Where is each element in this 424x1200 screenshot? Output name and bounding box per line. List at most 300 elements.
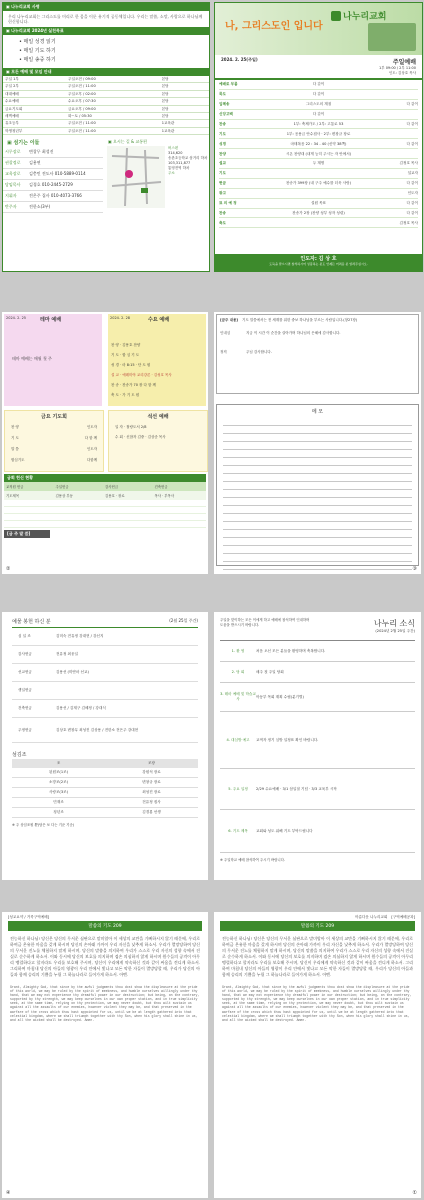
order-row bbox=[219, 169, 418, 179]
page-4-right bbox=[214, 912, 421, 1198]
order-item: 기도 bbox=[219, 131, 226, 136]
order-row bbox=[219, 199, 418, 209]
cell: 교직원 헌금 bbox=[6, 485, 24, 489]
church-logo bbox=[331, 9, 386, 22]
memo-line bbox=[223, 426, 412, 434]
map-area bbox=[107, 146, 209, 208]
order-item: 신앙고백 bbox=[219, 111, 233, 116]
memo-title: 메 모 bbox=[311, 409, 324, 415]
goal-header: ▣ 나누리교회 2024년 실천목표 bbox=[3, 27, 209, 35]
news-item bbox=[220, 683, 415, 712]
cell: 주일오전 / 11:00 bbox=[66, 120, 160, 127]
offering-type: 건축헌금 bbox=[18, 706, 32, 710]
cell: 대대예배 bbox=[3, 90, 66, 97]
news-text: 매주 첫 주일 당회 bbox=[256, 669, 284, 674]
cover-meta bbox=[215, 55, 422, 78]
order-row bbox=[219, 120, 418, 130]
staff-role: 지휘자 bbox=[5, 193, 17, 199]
order-person: 다 같이 bbox=[406, 141, 418, 146]
order-row: 수 회 · 신참자 김중 · 김상준 목사 bbox=[115, 435, 166, 439]
address-label: 주소 bbox=[168, 171, 175, 176]
order-value: 예레미야 교리강론 bbox=[122, 373, 151, 377]
offering-type: 십 일 조 bbox=[18, 634, 31, 638]
staff-row bbox=[3, 147, 103, 158]
order-value: 김성호 목사 bbox=[153, 373, 172, 377]
wednesday-worship-box bbox=[108, 314, 206, 406]
memo-line bbox=[223, 506, 412, 514]
order-person: 다 같이 bbox=[406, 200, 418, 205]
theme-worship-note: 테마 예배는 매월 첫 주 bbox=[12, 356, 52, 361]
order-item: 광고 bbox=[219, 191, 226, 196]
slogan: 나, 그리스도인 입니다 bbox=[225, 21, 323, 32]
bus-line: 314,620 bbox=[168, 151, 183, 156]
order-item: 말 씀 bbox=[11, 447, 19, 451]
order-row: 기 도 · 합 심 기 도 bbox=[111, 353, 140, 357]
staff-row bbox=[3, 169, 103, 180]
staff-name: 김경호 010-2445-2729 bbox=[29, 182, 73, 188]
offering-names: 김용선 / 김재구 김혜정 / 강대식 bbox=[56, 706, 106, 710]
order-row: 설 교 · 예레미야 교리강론 · 김성호 목사 bbox=[111, 373, 172, 377]
guide-row bbox=[220, 331, 415, 336]
staff-name: 전은주 집사 010-4073-3766 bbox=[29, 193, 82, 199]
page-3-right bbox=[214, 612, 421, 880]
order-row: 찬 송 · 찬송가 70 장 다 함 께 bbox=[111, 383, 156, 387]
order-item: 찬 양 bbox=[11, 425, 19, 429]
order-row bbox=[11, 422, 97, 433]
memo-line bbox=[223, 530, 412, 538]
prayer-english: Grant, Almighty God, that since by the awful judgments thou dost show the displeasure at the pride of this world, we may be ruled by the spirit of meekness, and humble ourselves willingly under thy hand, that we may not experience thy dreadful power in our destruction; but being, on the contrary, supported by thy strength, we may keep ourselves in our own proper station, and in true simplicity seek, at the same time, relying on thy protection, we may never doubt, but thou wilt sustain us against all the assaults of our enemies, however violent they may be, and that preserved in the warfare of the cross which thou hast appointed for us, until we be at length gathered into that celestial kingdom, where we shall triumph together with thy Son, when his glory shall shine in us, and all the wicked shall be destroyed. Amen. bbox=[222, 985, 412, 1022]
order-person bbox=[388, 132, 418, 136]
cell: 기도제목 bbox=[6, 494, 20, 498]
order-value: 마 8:15 · 단 도 원 bbox=[122, 363, 151, 367]
staff-name: 전한소(3부) bbox=[29, 204, 51, 210]
table-row bbox=[3, 113, 209, 120]
offering-blank bbox=[4, 500, 206, 530]
staff-row bbox=[3, 202, 103, 213]
news-text: 아동부 목회 계획 수립(분기별) bbox=[256, 694, 304, 699]
page-2-left bbox=[2, 312, 208, 574]
cell: 새벽예배 bbox=[3, 113, 66, 120]
offering-item bbox=[12, 682, 198, 700]
cell: 김용상 부동 bbox=[55, 494, 73, 498]
offering-names: 김상호 변창무 최성진 김상용 / 전한소 전은주 강대현 bbox=[56, 727, 139, 732]
order-person: 김정호 목사 bbox=[399, 220, 418, 225]
order-person: 다 같이 bbox=[406, 121, 418, 126]
staff-row bbox=[3, 180, 103, 191]
order-value: 찬송가 70 장 다 함 께 bbox=[122, 383, 156, 387]
news-label: 2. 당 회 bbox=[231, 669, 245, 674]
staff-name: 김충민 전도사 010-5889-0114 bbox=[29, 171, 86, 177]
page-1-left bbox=[2, 2, 210, 272]
choir-col: 조 bbox=[56, 761, 61, 765]
news-title-row bbox=[214, 612, 421, 636]
bus-line: 통영전역 하차 bbox=[168, 166, 190, 171]
choir-team: 소망조(2조) bbox=[49, 780, 68, 784]
guide-box bbox=[216, 314, 419, 394]
bulletin-date: 2024. 2. 25(주일) bbox=[221, 57, 258, 62]
page-1-right bbox=[214, 2, 423, 272]
worship-schedule bbox=[3, 76, 209, 135]
offering-table-header: 금회 헌신 현황 bbox=[4, 474, 206, 482]
choir-team: 사랑조(3조) bbox=[49, 790, 68, 794]
guide-header: [금주 내용] bbox=[220, 318, 238, 322]
choir-leader: 김경룡 선생 bbox=[142, 810, 161, 814]
choir-col: 조장 bbox=[148, 761, 155, 765]
dawn-order bbox=[109, 420, 207, 444]
order-row: 축 도 · 가 기 도 원 bbox=[111, 393, 140, 397]
memo-line bbox=[223, 498, 412, 506]
choir-leader: 최성진 장로 bbox=[142, 790, 161, 794]
guide-label: 정직 bbox=[220, 350, 227, 354]
service-leader: 인도: 김상호 목사 bbox=[388, 71, 416, 75]
news-item bbox=[220, 712, 415, 769]
order-item: 예배로 부름 bbox=[219, 82, 238, 87]
memo-line bbox=[223, 418, 412, 426]
order-row bbox=[219, 90, 418, 100]
offering-item bbox=[12, 646, 198, 664]
order-row bbox=[219, 110, 418, 120]
cell: 주일오전 / 09:00 bbox=[66, 76, 160, 83]
wednesday-order bbox=[111, 340, 203, 400]
staff-name: 변창무 최성진 bbox=[29, 149, 54, 155]
order-detail bbox=[249, 171, 388, 175]
bus-line: 송촌초등학교 삼거리 하차 bbox=[168, 156, 208, 161]
prayer-title: 말씀의 기도 209 bbox=[220, 921, 415, 931]
cell: 본당 bbox=[160, 98, 209, 105]
order-person: 김정호 목사 bbox=[399, 161, 418, 166]
news-text: 교회와 성도 위해 기도 부탁드립니다 bbox=[256, 828, 313, 833]
order-row bbox=[219, 209, 418, 219]
theme-worship-box bbox=[4, 314, 102, 406]
order-item: 찬양 bbox=[219, 151, 226, 156]
memo-line bbox=[223, 522, 412, 530]
memo-line bbox=[223, 514, 412, 522]
memo-line bbox=[223, 434, 412, 442]
order-value: 찰랑도서 2/8 bbox=[126, 425, 147, 429]
choir-row bbox=[12, 798, 198, 808]
order-detail: 다 같이 bbox=[312, 111, 325, 116]
dawn-worship-box bbox=[108, 410, 208, 472]
order-value: 김상준 목사 bbox=[147, 435, 166, 439]
order-item: 기 도 bbox=[11, 436, 19, 440]
worship-header: ▣ 모든 예배 및 모임 안내 bbox=[3, 68, 209, 76]
page-number: ② bbox=[6, 566, 11, 572]
order-detail: 다 같이 bbox=[312, 92, 325, 97]
choir-note: ※ 주 상임조원 뿐(담은 보 다는 기준 기준) bbox=[12, 823, 75, 827]
vision-header: ▣ 나누리교회 사명 bbox=[3, 3, 209, 11]
friday-prayer-box bbox=[4, 410, 104, 472]
staff-row bbox=[3, 158, 103, 169]
cell: 주일오전 / 11:00 bbox=[66, 83, 160, 90]
offering-item bbox=[12, 700, 198, 718]
choir-row bbox=[12, 768, 198, 778]
cell: 주일 2부 bbox=[3, 83, 66, 90]
offering-type: 주정헌금 bbox=[18, 727, 32, 732]
news-date: (2024년 2월 25일 주간) bbox=[375, 629, 415, 633]
offering-item bbox=[12, 664, 198, 682]
order-person: 설교자 bbox=[407, 171, 418, 176]
prayer-title: 말씀의 기도 209 bbox=[8, 921, 202, 931]
order-row bbox=[11, 455, 97, 466]
guide-row bbox=[220, 350, 415, 355]
table-row bbox=[3, 120, 209, 127]
memo-lines bbox=[217, 418, 418, 570]
cell: 목사 · 부목사 bbox=[154, 494, 175, 498]
order-person bbox=[388, 92, 418, 96]
order-detail: 두 계명 bbox=[312, 161, 325, 166]
cell: 주일오후 / 02:00 bbox=[66, 90, 160, 97]
map-column bbox=[103, 138, 209, 213]
cell: 주일헌금 bbox=[55, 485, 69, 489]
map-diagram bbox=[107, 146, 165, 208]
guide-header-row bbox=[220, 318, 415, 323]
memo-line bbox=[223, 466, 412, 474]
table-row bbox=[3, 90, 209, 97]
offering-item bbox=[12, 628, 198, 646]
order-row bbox=[219, 100, 418, 110]
page-number: ① bbox=[412, 1190, 417, 1196]
order-value: 다함께 bbox=[86, 458, 97, 462]
table-row bbox=[3, 127, 209, 134]
prayer-head-b: [구역예배공과] bbox=[391, 915, 415, 919]
box-date: 2024. 2. 25 bbox=[6, 316, 27, 320]
news-title: 나누리 소식 bbox=[373, 619, 415, 628]
order-detail: 시온 찬양대 (내게 능히 주시는 자 안에서) bbox=[285, 151, 352, 156]
order-item: 찬 송 bbox=[111, 383, 119, 387]
order-row bbox=[219, 139, 418, 149]
map-header: ▣ 오시는 길 & 교통편 bbox=[108, 139, 148, 145]
news-footer: ※ 주일학교 예배 참석하여 주시기 바랍니다. bbox=[220, 858, 285, 862]
news-text: 처음 오신 모든 분들을 환영하며 축복합니다. bbox=[256, 648, 326, 653]
cell: 본당 bbox=[160, 105, 209, 112]
staff-role: 교육장로 bbox=[5, 171, 21, 177]
offering-date: (2월 25일 주간) bbox=[169, 618, 198, 623]
staff-row bbox=[3, 191, 103, 202]
bus-info bbox=[165, 146, 207, 208]
staff-role: 권찰정로 bbox=[5, 160, 21, 166]
goal-item: • 매일 성경 읽기 bbox=[19, 39, 56, 45]
order-detail: 다 같이 bbox=[312, 82, 325, 87]
prayer-head-a: 아름다운 나누리교회 bbox=[354, 915, 388, 919]
cell: 감사헌금 bbox=[105, 485, 119, 489]
memo-line bbox=[223, 474, 412, 482]
offering-names: 김용선 (미얀마 선교) bbox=[56, 670, 89, 674]
prayer-head bbox=[214, 912, 421, 921]
page-3-left bbox=[2, 612, 208, 880]
order-row bbox=[219, 189, 418, 199]
order-row bbox=[219, 179, 418, 189]
offering-row bbox=[4, 482, 206, 491]
staff-role: 시무장로 bbox=[5, 149, 21, 155]
cell: 1교육관 bbox=[160, 120, 209, 127]
staff-name: 김용연 bbox=[29, 160, 41, 166]
order-row: 일 자 · 찰랑도서 2/8 bbox=[115, 425, 147, 429]
logo-mark-icon bbox=[331, 11, 341, 21]
choir-table bbox=[12, 759, 198, 818]
offering-row bbox=[4, 491, 206, 500]
order-item: 일 자 bbox=[115, 425, 123, 429]
choir-row bbox=[12, 788, 198, 798]
order-of-service bbox=[215, 80, 422, 228]
cell: 주일오전 / 11:00 bbox=[66, 127, 160, 134]
order-value: 인도자 bbox=[86, 425, 97, 429]
offering-list bbox=[12, 627, 198, 743]
choir-leader: 변창규 장로 bbox=[142, 780, 161, 784]
service-times: 1부 09:00 / 2부 11:00 bbox=[378, 66, 416, 70]
bulletin-meta bbox=[379, 57, 416, 76]
news-heading bbox=[310, 618, 415, 634]
order-row bbox=[219, 149, 418, 159]
order-value: 김용호 찬양 bbox=[122, 343, 141, 347]
order-row bbox=[11, 433, 97, 444]
news-item bbox=[220, 769, 415, 810]
order-item: 찬송 bbox=[219, 121, 226, 126]
order-item: 합심기도 bbox=[11, 458, 25, 462]
box-title: 테마 예배 bbox=[40, 317, 62, 323]
order-person: 다 같이 bbox=[406, 210, 418, 215]
guide-text: 기도 말씀에서는 전 세계를 위한 중보 하나님을 부르는 사람입니다.(창27장) bbox=[241, 318, 358, 322]
order-item: 입례송 bbox=[219, 102, 230, 107]
page-4-left bbox=[2, 912, 208, 1198]
table-row bbox=[3, 83, 209, 90]
news-item bbox=[220, 810, 415, 853]
news-label: 6. 기도 제목 bbox=[228, 828, 248, 833]
order-item: 성경 bbox=[219, 141, 226, 146]
bus-line: 103,311,877 bbox=[168, 161, 191, 166]
cover-banner bbox=[215, 3, 422, 55]
goal-item: • 매일 송중 하기 bbox=[19, 57, 56, 63]
cell: 수요오후 / 07:30 bbox=[66, 98, 160, 105]
goal-item: • 매일 기도 하기 bbox=[19, 48, 56, 54]
memo-line bbox=[223, 450, 412, 458]
choir-row bbox=[12, 808, 198, 818]
offering-type: 선교헌금 bbox=[18, 670, 32, 674]
box-title: 수요 예배 bbox=[148, 317, 170, 323]
memo-line bbox=[223, 538, 412, 546]
news-label: 4. 대심방 예고 bbox=[226, 737, 250, 742]
vision-text: 우리 나누리교회는 그리스도를 머리로 한 몸을 이룬 유기적 공동체입니다. 우리는 말씀, 소망, 사랑으로 하나님께 헌신합니다. bbox=[8, 14, 203, 24]
order-row bbox=[11, 444, 97, 455]
news-label: 3. 테마 예배 및 학습교사 bbox=[220, 692, 256, 701]
bulletin-title: 주일예배 bbox=[392, 59, 416, 66]
order-detail: 마태복음 22 : 34 - 40 (신약 38쪽) bbox=[290, 141, 347, 146]
prayer-english: Grant, Almighty God, that since by the awful judgments thou dost show the displeasure at the pride of this world, we may be ruled by the spirit of meekness, and humble ourselves willingly under thy hand, that we may not experience thy dreadful power in our destruction; but being, on the contrary, supported by thy strength, we may keep ourselves in our own proper station, and in true simplicity seek, at the same time, relying on thy protection, we may never doubt, but thou wilt sustain us against all the assaults of our enemies, however violent they may be, and that preserved in the warfare of the cross which thou hast appointed for us, until we be at length gathered into that celestial kingdom, where we shall triumph together with thy Son, when his glory shall shine in us, and all the wicked shall be destroyed. Amen. bbox=[10, 985, 200, 1022]
memo-line bbox=[223, 482, 412, 490]
order-item: 축 도 bbox=[111, 393, 119, 397]
offering-names: 김미숙 전유정 강대현 / 강신지 bbox=[56, 634, 104, 638]
order-person bbox=[388, 152, 418, 156]
order-item: 헌금 bbox=[219, 181, 226, 186]
order-row: 찬 양 · 김용호 찬양 bbox=[111, 343, 141, 347]
cell: 화~토 / 05:30 bbox=[66, 113, 160, 120]
cell: 수요예배 bbox=[3, 98, 66, 105]
news-intro: 주일을 맞이하는 모든 이에게 하고 예배에 참석하여 인내하며 도움을 받으시기 바랍니다. bbox=[220, 618, 310, 627]
guide-label: 인내심 bbox=[220, 331, 231, 335]
order-detail: 그리스도의 계절 bbox=[305, 102, 332, 107]
news-item bbox=[220, 641, 415, 662]
order-person bbox=[388, 112, 418, 116]
choir-team: 민재조 bbox=[53, 800, 64, 804]
offering-type: 감사헌금 bbox=[18, 652, 32, 656]
box-title: 석선 예배 bbox=[147, 414, 169, 420]
choir-header: 섬김조 bbox=[12, 752, 27, 758]
news-list bbox=[220, 640, 415, 853]
staff-role: 반주자 bbox=[5, 204, 17, 210]
prayer-head-a: [성교요약 / 거룩구역예배] bbox=[8, 915, 50, 919]
memo-box bbox=[216, 404, 419, 566]
order-detail bbox=[249, 221, 388, 225]
page-2-right bbox=[214, 312, 421, 574]
order-item: 축도 bbox=[219, 220, 226, 225]
memo-line bbox=[223, 442, 412, 450]
news-item bbox=[220, 662, 415, 683]
cell: 학생청년부 bbox=[3, 127, 66, 134]
prayer-head bbox=[2, 912, 208, 921]
order-detail: 1부: 축제가도 / 2부: 고통로 53 bbox=[293, 121, 344, 126]
cell: 주일 1부 bbox=[3, 76, 66, 83]
cell: 건축헌금 bbox=[154, 485, 168, 489]
prayer-korean: 전능하신 하나님! 당신은 당신의 무서운 심판으로 말미암아 이 세상의 교만을 기뻐하시지 않기 때문에, 우리로 하여금 온유한 마음을 갖게 하시며 당신의 손아래 가까이 우리 자신을 낮추게 하소서. 우리가 멸망당하여 당신의 무서운 진노를 체험하지 말게 하시며, 당신의 말씀을 의지하여 우리가 스스로 우리 자신의 성향 속에서 진실로 순수하게 하소서. 이와 동시에 당신의 보호를 의지하며 겸손 의심하지 않게 하시며 원수들의 공격이 아무리 맹렬하다고 할지라도 우리를 보호해 주시며, 당신이 우리에게 약속하신 것과 같이 싸움을 견디게 하소서. 그리하여 마침내 당신의 아들의 영광이 우리 안에서 빛나고 모든 악한 자들이 멸망당할 때, 우리가 당신의 아들과 함께 승리의 기쁨을 누릴 그 하늘나라로 들어가게 하소서. 아멘. bbox=[222, 936, 413, 977]
cover-footer bbox=[215, 254, 422, 271]
order-item: 기도 bbox=[219, 171, 226, 176]
box-date: 2024. 2. 28 bbox=[110, 316, 131, 320]
weekly-header: [금 주 말 씀] bbox=[4, 530, 50, 538]
footer-sub: 도둑을 맡으시면 참석하시어 성봉하는 분도 언제든 어려운 분 알려주십시오. bbox=[269, 262, 368, 266]
staff-section bbox=[3, 138, 209, 213]
order-row bbox=[219, 80, 418, 90]
pastor-header: ▣ 섬기는 이들 bbox=[7, 140, 40, 147]
footer-sign: 인도자: 김 상 호 bbox=[300, 256, 337, 262]
order-value: 다 함 께 bbox=[84, 436, 97, 440]
order-item: 묵도 bbox=[219, 92, 226, 97]
order-detail: 찬송가 399장 (내 구주 예수를 더욱 사랑) bbox=[285, 181, 352, 186]
offering-type: 생일헌금 bbox=[18, 688, 32, 692]
order-detail: 설원 목표 bbox=[310, 200, 327, 205]
table-row bbox=[3, 76, 209, 83]
offering-title-row bbox=[2, 612, 208, 627]
cell: 본당 bbox=[160, 83, 209, 90]
staff-column bbox=[3, 138, 103, 213]
choir-leader: 강원석 장로 bbox=[142, 770, 161, 774]
offering-table bbox=[4, 474, 206, 562]
order-item: 설 교 bbox=[111, 373, 119, 377]
order-person: 인도자 bbox=[407, 191, 418, 196]
order-value: 가 기 도 원 bbox=[122, 393, 140, 397]
order-value: 인도자 bbox=[86, 447, 97, 451]
order-person: 다 같이 bbox=[406, 102, 418, 107]
table-row bbox=[3, 105, 209, 112]
choir-head-row bbox=[12, 759, 198, 768]
news-label: 1. 환 영 bbox=[231, 648, 245, 653]
prayer-korean: 전능하신 하나님! 당신은 당신의 무서운 심판으로 말미암아 이 세상의 교만을 기뻐하시지 않기 때문에, 우리로 하여금 온유한 마음을 갖게 하시며 당신의 손아래 가까이 우리 자신을 낮추게 하소서. 우리가 멸망당하여 당신의 무서운 진노를 체험하지 말게 하시며, 당신의 말씀을 의지하여 우리가 스스로 우리 자신의 성향 속에서 진실로 순수하게 하소서. 이와 동시에 당신의 보호를 의지하며 겸손 의심하지 않게 하시며 원수들의 공격이 아무리 맹렬하다고 할지라도 우리를 보호해 주시며, 당신이 우리에게 약속하신 것과 같이 싸움을 견디게 하소서. 그리하여 마침내 당신의 아들의 영광이 우리 안에서 빛나고 모든 악한 자들이 멸망당할 때, 우리가 당신의 아들과 함께 승리의 기쁨을 누릴 그 하늘나라로 들어가게 하소서. 아멘. bbox=[10, 936, 200, 977]
memo-line bbox=[223, 490, 412, 498]
cell: 본당 bbox=[160, 90, 209, 97]
order-value: 합 심 기 도 bbox=[122, 353, 140, 357]
cell: 금요기도회 bbox=[3, 105, 66, 112]
order-row bbox=[219, 218, 418, 228]
cell: 본당 bbox=[160, 113, 209, 120]
choir-team: 된원조(1조) bbox=[49, 770, 68, 774]
memo-line bbox=[223, 554, 412, 562]
choir-row bbox=[12, 778, 198, 788]
order-row bbox=[219, 129, 418, 139]
order-row bbox=[219, 159, 418, 169]
order-detail: 찬송가 2장 (찬양 성부 성자 성령) bbox=[292, 210, 345, 215]
order-item: 찬 양 bbox=[111, 343, 119, 347]
cell: 금요오후 / 09:00 bbox=[66, 105, 160, 112]
news-text: 교역자 정기 심방 일정표 확인 바랍니다. bbox=[256, 737, 319, 742]
guide-value: 주님 감사합니다. bbox=[246, 350, 272, 354]
